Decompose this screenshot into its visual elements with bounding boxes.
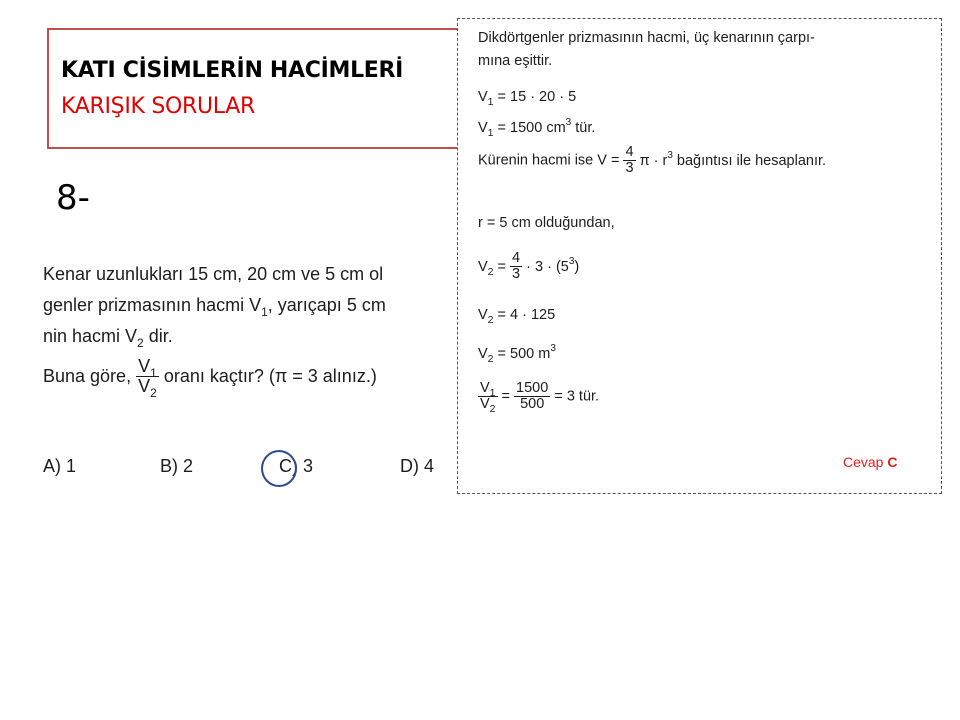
solution-sphere-formula: Kürenin hacmi ise V = $\frac{4}{3}$ $\pi \cdot r^3$ bağıntısı ile hesaplanır. — [478, 144, 827, 177]
solution-v1: $V_1 = 15 \cdot 20 \cdot 5$ — [478, 89, 577, 108]
solution-ratio: $\frac{V_1}{V_2}$ = $\frac{1500}{500}$ = 3 tür. — [480, 380, 600, 416]
solution-radius: r = 5 cm olduğundan, — [478, 215, 615, 231]
question-line-4: Buna göre, $\frac{V_1}{V_2}$ oranı kaçtır? (π = 3 alınız.) — [43, 356, 377, 400]
question-line-1: Kenar uzunlukları 15 cm, 20 cm ve 5 cm ol — [43, 264, 384, 284]
answer-label: Cevap C — [843, 454, 898, 470]
question-line-3: nin hacmi $V_2$ dir. — [43, 326, 173, 350]
ratio-fraction: $\frac{V_1}{V_2}$ — [138, 356, 157, 400]
question-number: 8- — [56, 178, 90, 218]
option-b[interactable]: B) 2 — [160, 456, 194, 476]
solution-v2-formula: $V_2$ = $\frac{4}{3}$ · $3 \cdot (5^3)$ — [478, 250, 580, 283]
question-line-2: genler prizmasının hacmi $V_1$, yarıçapı 5 cm — [43, 295, 386, 319]
option-c[interactable]: C) 3 — [279, 456, 314, 476]
option-a[interactable]: A) 1 — [43, 456, 77, 476]
solution-line: mına eşittir. — [478, 53, 553, 69]
selected-answer-circle — [261, 450, 297, 487]
page-title: KATI CİSİMLERİN HACİMLERİ — [61, 58, 404, 83]
page-subtitle: KARIŞIK SORULAR — [61, 94, 256, 119]
title-box — [47, 28, 467, 149]
solution-v1-result: $V_1 = 1500$ $cm^3$ tür. — [478, 117, 596, 139]
solution-panel — [457, 18, 942, 494]
solution-v2-result: $V_2 = 500$ $m^3$ — [478, 343, 556, 365]
solution-v2-step: $V_2 = 4 \cdot 125$ — [478, 307, 556, 326]
solution-line: Dikdörtgenler prizmasının hacmi, üç kenarının çarpı- — [478, 30, 815, 46]
option-d[interactable]: D) 4 — [400, 456, 435, 476]
